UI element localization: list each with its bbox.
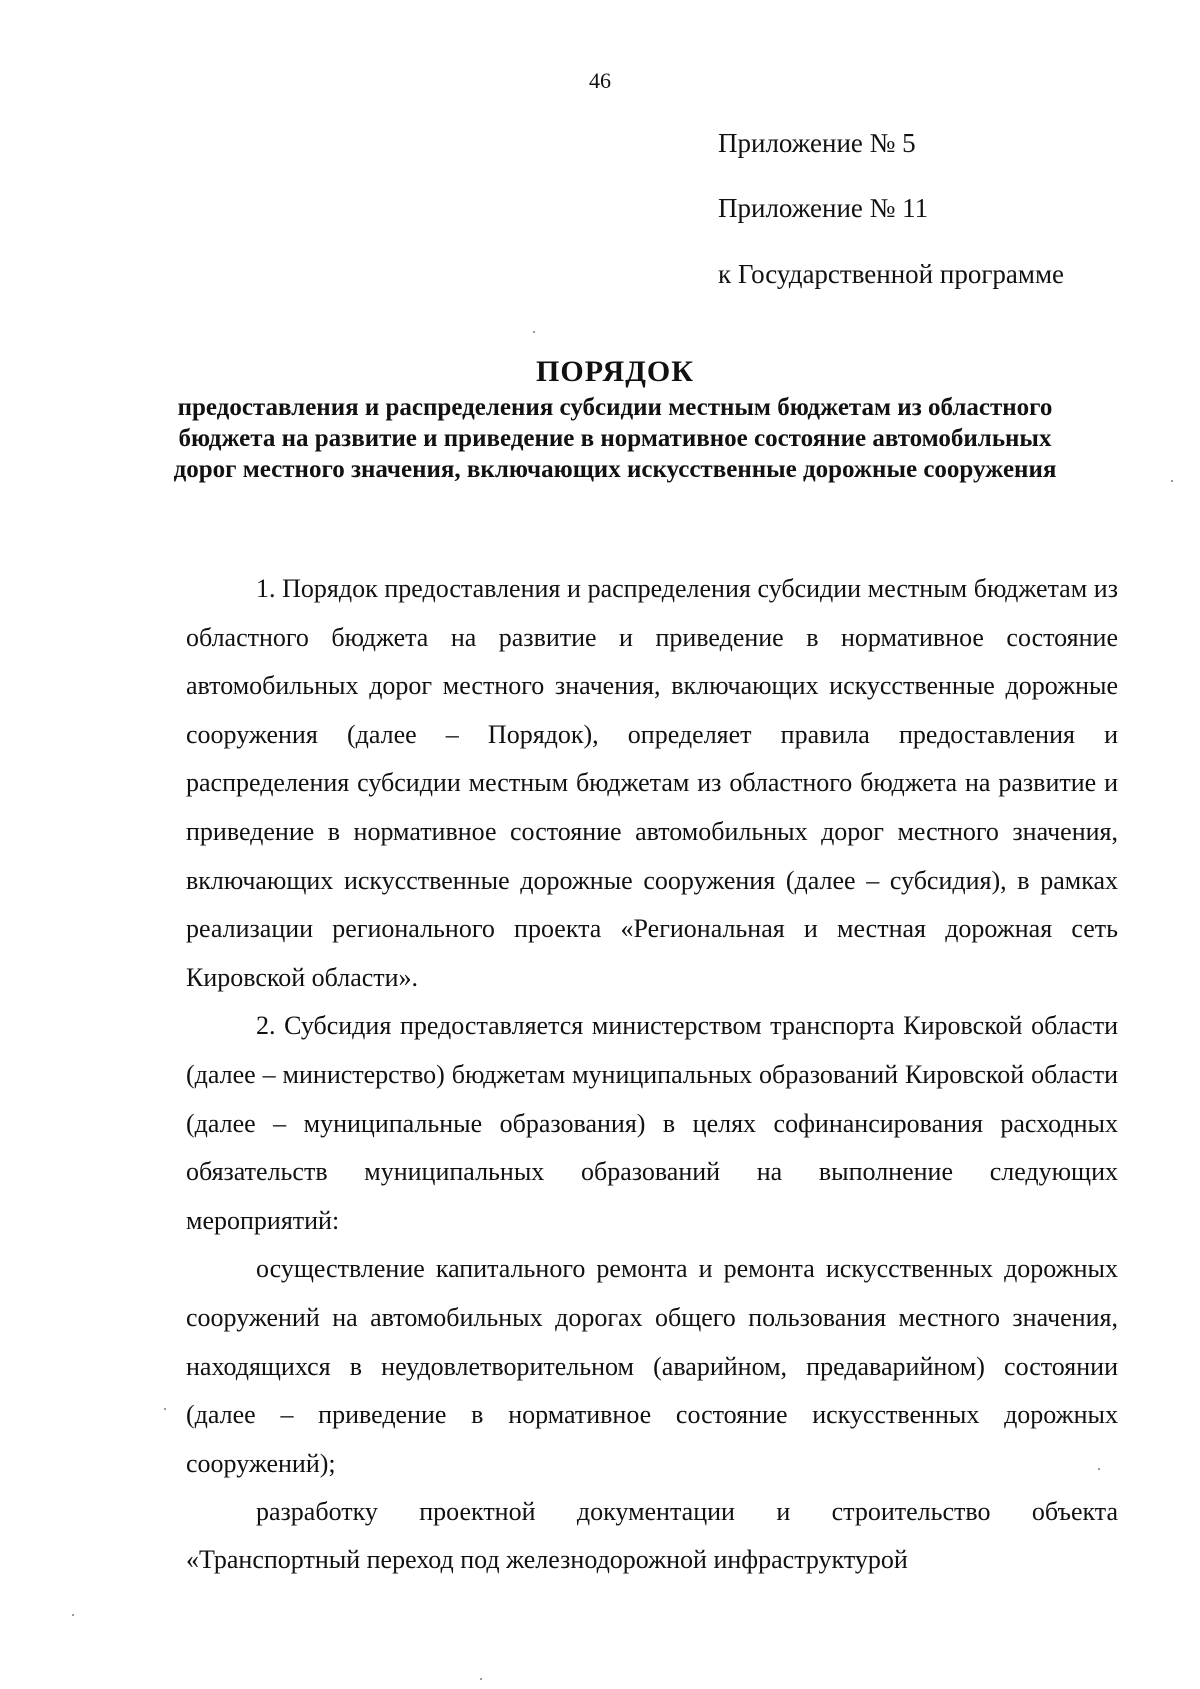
annex-line-2: Приложение № 11 <box>718 193 929 223</box>
document-subtitle: предоставления и распределения субсидии местным бюджетам из областного бюджета на развитие и приведение в нормативное состояние автомобильных дорог местного значения, включающих искусственные дорожные сооружения <box>173 394 1057 483</box>
scan-speck <box>1171 480 1173 482</box>
paragraph-3: осуществление капитального ремонта и ремонта искусственных дорожных сооружений на автомобильных дорогах общего пользования местного значения, находящихся в неудовлетворительном (аварийном, предаварийном) состоянии (далее – приведение в нормативное состояние искусственных дорожных сооружений); <box>186 1254 1118 1478</box>
scan-speck <box>1098 1468 1100 1470</box>
paragraph-2: 2. Субсидия предоставляется министерством транспорта Кировской области (далее – министерство) бюджетам муниципальных образований Кировской области (далее – муниципальные образования) в целях софинансирования расходных обязательств муниципальных образований на выполнение следующих мероприятий: <box>186 1011 1118 1235</box>
annex-line-1: Приложение № 5 <box>718 128 916 158</box>
page-number: 46 <box>589 68 611 93</box>
annex-line-3: к Государственной программе <box>718 259 1065 289</box>
document-title-block <box>150 352 1080 485</box>
paragraph-4: разработку проектной документации и строительство объекта «Транспортный переход под железнодорожной инфраструктурой <box>186 1497 1118 1575</box>
scan-speck <box>72 1614 74 1616</box>
document-title: ПОРЯДОК <box>536 355 694 388</box>
scan-speck <box>164 1408 166 1410</box>
scan-speck <box>533 331 535 333</box>
document-body <box>186 565 1118 1584</box>
scan-speck <box>480 1678 482 1680</box>
paragraph-1: 1. Порядок предоставления и распределения субсидии местным бюджетам из областного бюджета на развитие и приведение в нормативное состояние автомобильных дорог местного значения, включающих искусственные дорожные сооружения (далее – Порядок), определяет правила предоставления и распределения субсидии местным бюджетам из областного бюджета на развитие и приведение в нормативное состояние автомобильных дорог местного значения, включающих искусственные дорожные сооружения (далее – субсидия), в рамках реализации регионального проекта «Региональная и местная дорожная сеть Кировской области». <box>186 574 1118 992</box>
